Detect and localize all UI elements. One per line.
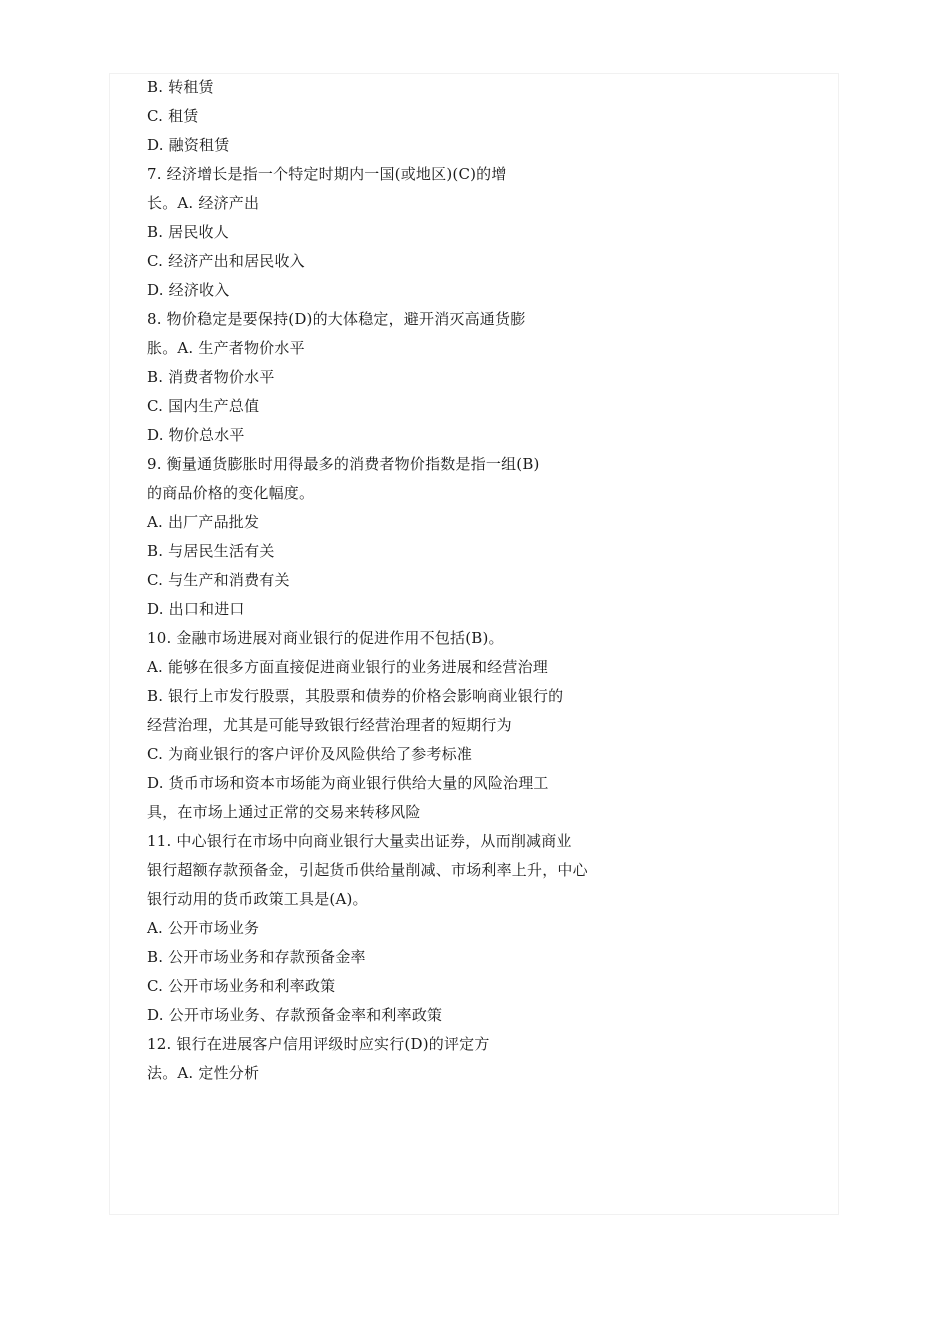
text-line: 11. 中心银行在市场中向商业银行大量卖出证券，从而削减商业 — [147, 832, 572, 850]
text-line: 银行动用的货币政策工具是(A)。 — [147, 890, 368, 908]
text-line: B. 居民收人 — [147, 223, 229, 241]
text-line: 具，在市场上通过正常的交易来转移风险 — [147, 803, 421, 821]
text-line: B. 与居民生活有关 — [147, 542, 275, 560]
text-line: 12. 银行在进展客户信用评级时应实行(D)的评定方 — [147, 1035, 490, 1053]
text-line: D. 融资租赁 — [147, 136, 230, 154]
text-line: A. 能够在很多方面直接促进商业银行的业务进展和经营治理 — [147, 658, 548, 676]
text-line: C. 与生产和消费有关 — [147, 571, 290, 589]
text-line: B. 公开市场业务和存款预备金率 — [147, 948, 366, 966]
text-line: B. 银行上市发行股票，其股票和债券的价格会影响商业银行的 — [147, 687, 564, 705]
text-line: C. 为商业银行的客户评价及风险供给了参考标准 — [147, 745, 473, 763]
text-line: 胀。A. 生产者物价水平 — [147, 339, 305, 357]
text-line: 法。A. 定性分析 — [147, 1064, 260, 1082]
text-line: C. 经济产出和居民收入 — [147, 252, 305, 270]
text-line: D. 货币市场和资本市场能为商业银行供给大量的风险治理工 — [147, 774, 549, 792]
text-line: D. 出口和进口 — [147, 600, 245, 618]
text-line: D. 经济收入 — [147, 281, 230, 299]
text-line: A. 出厂产品批发 — [147, 513, 260, 531]
text-line: C. 国内生产总值 — [147, 397, 260, 415]
text-line: 银行超额存款预备金，引起货币供给量削减、市场利率上升，中心 — [147, 861, 588, 879]
text-line: B. 转租赁 — [147, 78, 214, 96]
text-line: A. 公开市场业务 — [147, 919, 260, 937]
text-line: C. 租赁 — [147, 107, 199, 125]
text-line: D. 公开市场业务、存款预备金率和利率政策 — [147, 1006, 443, 1024]
text-line: B. 消费者物价水平 — [147, 368, 275, 386]
document-body — [147, 76, 707, 1091]
text-line: 经营治理，尤其是可能导致银行经营治理者的短期行为 — [147, 716, 512, 734]
text-line: D. 物价总水平 — [147, 426, 245, 444]
text-line: 9. 衡量通货膨胀时用得最多的消费者物价指数是指一组(B) — [147, 455, 540, 473]
text-line: 7. 经济增长是指一个特定时期内一国(或地区)(C)的增 — [147, 165, 507, 183]
text-line: C. 公开市场业务和利率政策 — [147, 977, 336, 995]
text-line: 长。A. 经济产出 — [147, 194, 260, 212]
text-line: 10. 金融市场进展对商业银行的促进作用不包括(B)。 — [147, 629, 504, 647]
text-line: 的商品价格的变化幅度。 — [147, 484, 315, 502]
text-line: 8. 物价稳定是要保持(D)的大体稳定，避开消灭高通货膨 — [147, 310, 526, 328]
